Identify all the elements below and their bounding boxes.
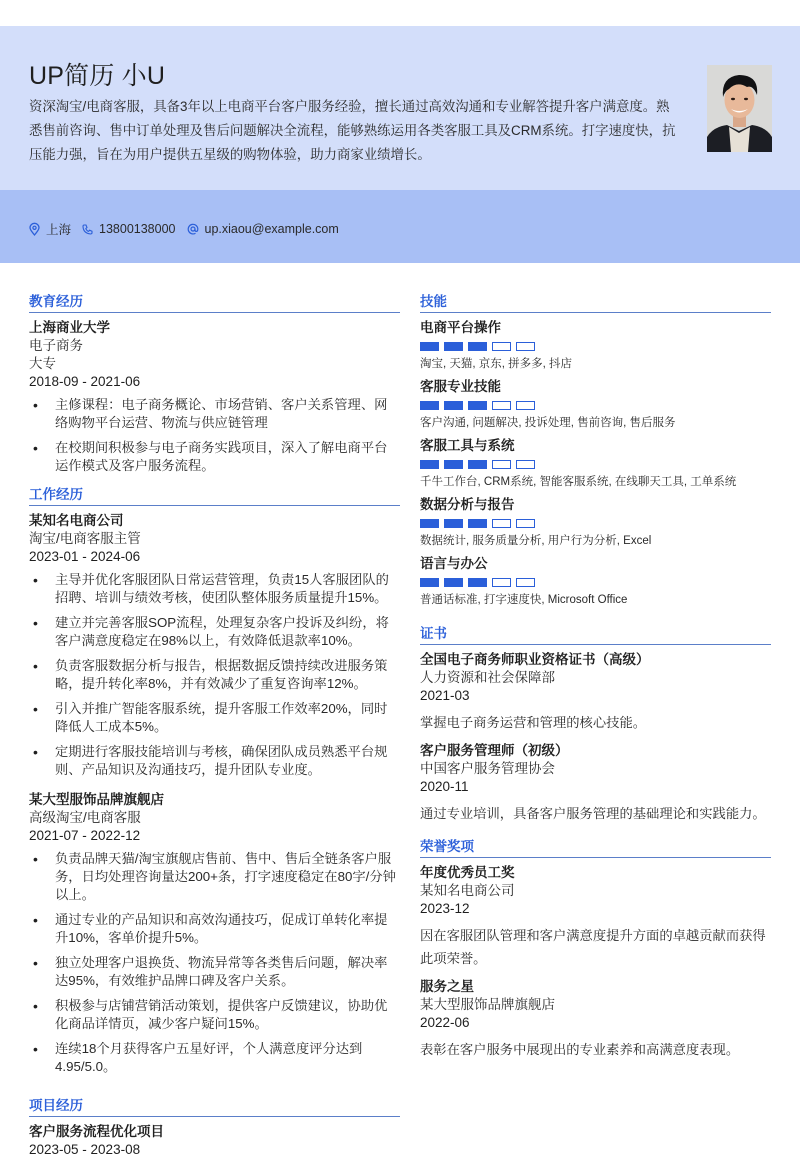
skill-tags: 数据统计, 服务质量分析, 用户行为分析, Excel xyxy=(420,535,652,547)
level-empty xyxy=(516,519,535,528)
level-empty xyxy=(492,460,511,469)
right-column xyxy=(420,290,771,1069)
level-filled xyxy=(468,401,487,410)
skill-tags: 客户沟通, 问题解决, 投诉处理, 售前咨询, 售后服务 xyxy=(420,417,676,429)
skill-name: 数据分析与报告 xyxy=(420,497,515,512)
certificate-date: 2021-03 xyxy=(420,688,470,703)
bullet-item: • 主导并优化客服团队日常运营管理，负责15人客服团队的招聘、培训与绩效考核，使团队整体服务质量提升15%。 xyxy=(29,571,400,607)
level-filled xyxy=(420,401,439,410)
company-name: 某知名电商公司 xyxy=(29,513,124,528)
work-bullets xyxy=(29,850,400,1076)
certificate-name: 全国电子商务师职业资格证书（高级） xyxy=(420,652,650,667)
bullet-item: • 建立并完善客服SOP流程，处理复杂客户投诉及纠纷，将客户满意度稳定在98%以上，有效降低退款率10%。 xyxy=(29,614,400,650)
avatar-photo xyxy=(707,65,772,152)
skill-level-bar xyxy=(420,401,771,410)
level-empty xyxy=(516,401,535,410)
skills-section xyxy=(420,290,771,608)
phone-text: 13800138000 xyxy=(99,222,176,236)
level-empty xyxy=(516,460,535,469)
certificate-entry xyxy=(420,742,771,825)
contact-email[interactable] xyxy=(187,222,339,236)
skill-tags: 普通话标准, 打字速度快, Microsoft Office xyxy=(420,594,628,606)
certificate-name: 客户服务管理师（初级） xyxy=(420,743,569,758)
level-empty xyxy=(492,401,511,410)
certificate-issuer: 中国客户服务管理协会 xyxy=(420,761,555,776)
award-name: 年度优秀员工奖 xyxy=(420,865,515,880)
level-filled xyxy=(420,342,439,351)
level-filled xyxy=(444,578,463,587)
skill-item xyxy=(420,496,771,549)
certificate-desc: 掌握电子商务运营和管理的核心技能。 xyxy=(420,715,647,730)
work-entry xyxy=(29,512,400,779)
bullet-item: • 连续18个月获得客户五星好评，个人满意度评分达到4.95/5.0。 xyxy=(29,1040,400,1076)
bullet-item: • 独立处理客户退换货、物流异常等各类售后问题，解决率达95%，有效维护品牌口碑及客户关系。 xyxy=(29,954,400,990)
degree: 大专 xyxy=(29,356,56,371)
contact-location xyxy=(29,220,71,238)
contact-info xyxy=(29,220,350,238)
level-filled xyxy=(420,519,439,528)
skill-name: 语言与办公 xyxy=(420,556,488,571)
section-title-work: 工作经历 xyxy=(29,483,400,506)
level-filled xyxy=(420,578,439,587)
skill-name: 客服专业技能 xyxy=(420,379,501,394)
bullet-item: • 通过专业的产品知识和高效沟通技巧，促成订单转化率提升10%，客单价提升5%。 xyxy=(29,911,400,947)
award-org: 某知名电商公司 xyxy=(420,883,515,898)
left-column xyxy=(29,290,400,1167)
project-entry xyxy=(29,1123,400,1159)
section-title-projects: 项目经历 xyxy=(29,1094,400,1117)
education-entry xyxy=(29,319,400,475)
skill-name: 电商平台操作 xyxy=(420,320,501,335)
phone-icon xyxy=(82,224,93,235)
certificate-entry xyxy=(420,651,771,734)
education-bullets xyxy=(29,396,400,475)
awards-section xyxy=(420,835,771,1061)
level-filled xyxy=(444,460,463,469)
bullet-item: • 积极参与店铺营销活动策划，提供客户反馈建议，协助优化商品详情页，减少客户疑问15%。 xyxy=(29,997,400,1033)
project-name: 客户服务流程优化项目 xyxy=(29,1124,164,1139)
level-empty xyxy=(492,519,511,528)
candidate-name: UP简历 小U xyxy=(29,62,166,90)
skill-name: 客服工具与系统 xyxy=(420,438,515,453)
profile-summary: 资深淘宝/电商客服，具备3年以上电商平台客户服务经验，擅长通过高效沟通和专业解答提升客户满意度。熟悉售前咨询、售中订单处理及售后问题解决全流程，能够熟练运用各类客服工具及CRM系统。打字速度快，抗压能力强，旨在为用户提供五星级的购物体验，助力商家业绩增长。 xyxy=(29,99,676,162)
work-date: 2021-07 - 2022-12 xyxy=(29,828,141,843)
person-portrait-icon xyxy=(707,65,772,152)
level-empty xyxy=(516,342,535,351)
skill-item xyxy=(420,555,771,608)
section-title-skills: 技能 xyxy=(420,290,771,313)
level-filled xyxy=(468,460,487,469)
skill-level-bar xyxy=(420,460,771,469)
school-name: 上海商业大学 xyxy=(29,320,110,335)
skill-level-bar xyxy=(420,578,771,587)
major: 电子商务 xyxy=(29,338,83,353)
education-section xyxy=(29,290,400,475)
bullet-item: • 负责客服数据分析与报告，根据数据反馈持续改进服务策略，提升转化率8%，并有效减少了重复咨询率12%。 xyxy=(29,657,400,693)
award-entry xyxy=(420,978,771,1061)
bullet-item: • 定期进行客服技能培训与考核，确保团队成员熟悉平台规则、产品知识及沟通技巧，提升团队专业度。 xyxy=(29,743,400,779)
company-name: 某大型服饰品牌旗舰店 xyxy=(29,792,164,807)
projects-section xyxy=(29,1094,400,1159)
skill-level-bar xyxy=(420,519,771,528)
skill-item xyxy=(420,378,771,431)
certificate-issuer: 人力资源和社会保障部 xyxy=(420,670,555,685)
award-desc: 表彰在客户服务中展现出的专业素养和高满意度表现。 xyxy=(420,1042,740,1057)
contact-phone[interactable] xyxy=(82,222,175,236)
skill-tags: 淘宝, 天猫, 京东, 拼多多, 抖店 xyxy=(420,358,573,370)
level-filled xyxy=(444,342,463,351)
section-title-awards: 荣誉奖项 xyxy=(420,835,771,858)
award-date: 2022-06 xyxy=(420,1015,470,1030)
award-desc: 因在客服团队管理和客户满意度提升方面的卓越贡献而获得此项荣誉。 xyxy=(420,928,766,966)
award-org: 某大型服饰品牌旗舰店 xyxy=(420,997,555,1012)
bullet-item: • 引入并推广智能客服系统，提升客服工作效率20%，同时降低人工成本5%。 xyxy=(29,700,400,736)
work-bullets xyxy=(29,571,400,779)
level-empty xyxy=(516,578,535,587)
award-name: 服务之星 xyxy=(420,979,474,994)
bullet-item: • 主修课程：电子商务概论、市场营销、客户关系管理、网络购物平台运营、物流与供应链管理 xyxy=(29,396,400,432)
education-date: 2018-09 - 2021-06 xyxy=(29,374,141,389)
map-pin-icon xyxy=(29,223,40,236)
at-sign-icon xyxy=(187,223,199,235)
skill-tags: 千牛工作台, CRM系统, 智能客服系统, 在线聊天工具, 工单系统 xyxy=(420,476,737,488)
location-text: 上海 xyxy=(46,223,72,237)
award-entry xyxy=(420,864,771,970)
level-filled xyxy=(468,578,487,587)
level-filled xyxy=(444,519,463,528)
skill-level-bar xyxy=(420,342,771,351)
section-title-education: 教育经历 xyxy=(29,290,400,313)
work-section xyxy=(29,483,400,1076)
skill-item xyxy=(420,437,771,490)
level-filled xyxy=(420,460,439,469)
level-empty xyxy=(492,342,511,351)
project-date: 2023-05 - 2023-08 xyxy=(29,1142,141,1157)
work-entry xyxy=(29,791,400,1076)
bullet-item: • 在校期间积极参与电子商务实践项目，深入了解电商平台运作模式及客户服务流程。 xyxy=(29,439,400,475)
level-filled xyxy=(468,519,487,528)
job-role: 淘宝/电商客服主管 xyxy=(29,531,141,546)
certificate-desc: 通过专业培训，具备客户服务管理的基础理论和实践能力。 xyxy=(420,806,766,821)
work-date: 2023-01 - 2024-06 xyxy=(29,549,141,564)
level-empty xyxy=(492,578,511,587)
certificates-section xyxy=(420,622,771,825)
section-title-certificates: 证书 xyxy=(420,622,771,645)
award-date: 2023-12 xyxy=(420,901,470,916)
level-filled xyxy=(468,342,487,351)
bullet-item: • 负责品牌天猫/淘宝旗舰店售前、售中、售后全链条客户服务，日均处理咨询量达200+条，打字速度稳定在80字/分钟以上。 xyxy=(29,850,400,904)
level-filled xyxy=(444,401,463,410)
skill-item xyxy=(420,319,771,372)
certificate-date: 2020-11 xyxy=(420,779,469,794)
job-role: 高级淘宝/电商客服 xyxy=(29,810,141,825)
email-text: up.xiaou@example.com xyxy=(204,222,339,236)
